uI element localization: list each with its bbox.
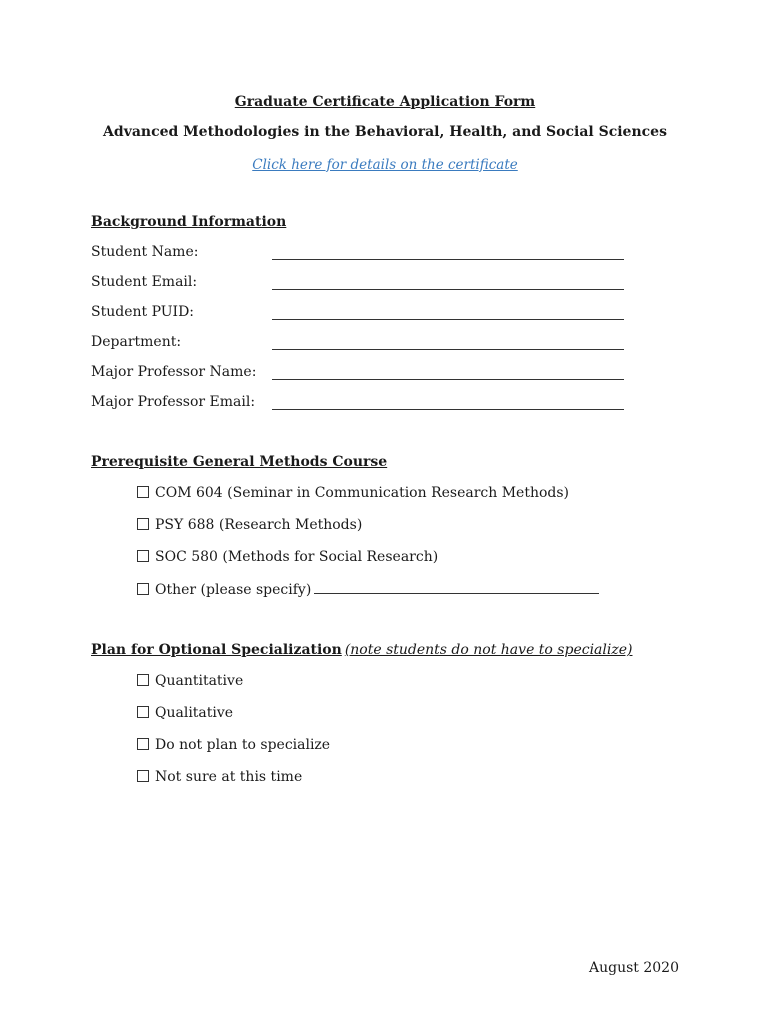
major-professor-email-field[interactable]: [272, 409, 624, 410]
background-heading: Background Information: [91, 214, 287, 230]
specialization-option-qualitative[interactable]: [137, 705, 233, 721]
major-professor-email-row: [91, 394, 631, 414]
option-label: Not sure at this time: [155, 769, 303, 785]
checkbox-icon[interactable]: [137, 550, 149, 562]
specialization-heading-row: [91, 642, 632, 658]
student-puid-label: Student PUID:: [91, 304, 195, 320]
major-professor-name-label: Major Professor Name:: [91, 364, 257, 380]
certificate-link-container: [0, 154, 770, 173]
option-label: PSY 688 (Research Methods): [155, 517, 363, 533]
prerequisite-option-psy688[interactable]: [137, 517, 362, 533]
student-email-label: Student Email:: [91, 274, 198, 290]
prerequisite-heading: Prerequisite General Methods Course: [91, 454, 388, 470]
checkbox-icon[interactable]: [137, 518, 149, 530]
major-professor-name-row: [91, 364, 631, 384]
checkbox-icon[interactable]: [137, 706, 149, 718]
form-title: Graduate Certificate Application Form: [234, 94, 536, 110]
major-professor-name-field[interactable]: [272, 379, 624, 380]
checkbox-icon[interactable]: [137, 486, 149, 498]
checkbox-icon[interactable]: [137, 674, 149, 686]
specialization-option-not-sure[interactable]: [137, 769, 302, 785]
option-label: SOC 580 (Methods for Social Research): [155, 549, 439, 565]
prerequisite-option-other[interactable]: [137, 581, 599, 598]
department-row: [91, 334, 631, 354]
checkbox-icon[interactable]: [137, 770, 149, 782]
checkbox-icon[interactable]: [137, 583, 149, 595]
specialization-note: (note students do not have to specialize): [344, 642, 633, 658]
option-label: Do not plan to specialize: [155, 737, 331, 753]
certificate-details-link[interactable]: Click here for details on the certificate: [252, 157, 518, 173]
student-email-field[interactable]: [272, 289, 624, 290]
major-professor-email-label: Major Professor Email:: [91, 394, 256, 410]
specialization-option-none[interactable]: [137, 737, 330, 753]
student-email-row: [91, 274, 631, 294]
specialization-option-quantitative[interactable]: [137, 673, 243, 689]
option-label: Qualitative: [155, 705, 234, 721]
student-puid-field[interactable]: [272, 319, 624, 320]
department-field[interactable]: [272, 349, 624, 350]
prerequisite-option-soc580[interactable]: [137, 549, 438, 565]
other-specify-field[interactable]: [314, 581, 599, 594]
option-label: Quantitative: [155, 673, 244, 689]
department-label: Department:: [91, 334, 182, 350]
option-label: Other (please specify): [155, 582, 312, 598]
option-label: COM 604 (Seminar in Communication Research Methods): [155, 485, 570, 501]
form-date: August 2020: [589, 960, 679, 976]
form-subtitle: Advanced Methodologies in the Behavioral, Health, and Social Sciences: [103, 124, 667, 140]
prerequisite-option-com604[interactable]: [137, 485, 569, 501]
student-puid-row: [91, 304, 631, 324]
student-name-row: [91, 244, 631, 264]
student-name-label: Student Name:: [91, 244, 199, 260]
specialization-heading: Plan for Optional Specialization: [91, 642, 342, 658]
checkbox-icon[interactable]: [137, 738, 149, 750]
student-name-field[interactable]: [272, 259, 624, 260]
